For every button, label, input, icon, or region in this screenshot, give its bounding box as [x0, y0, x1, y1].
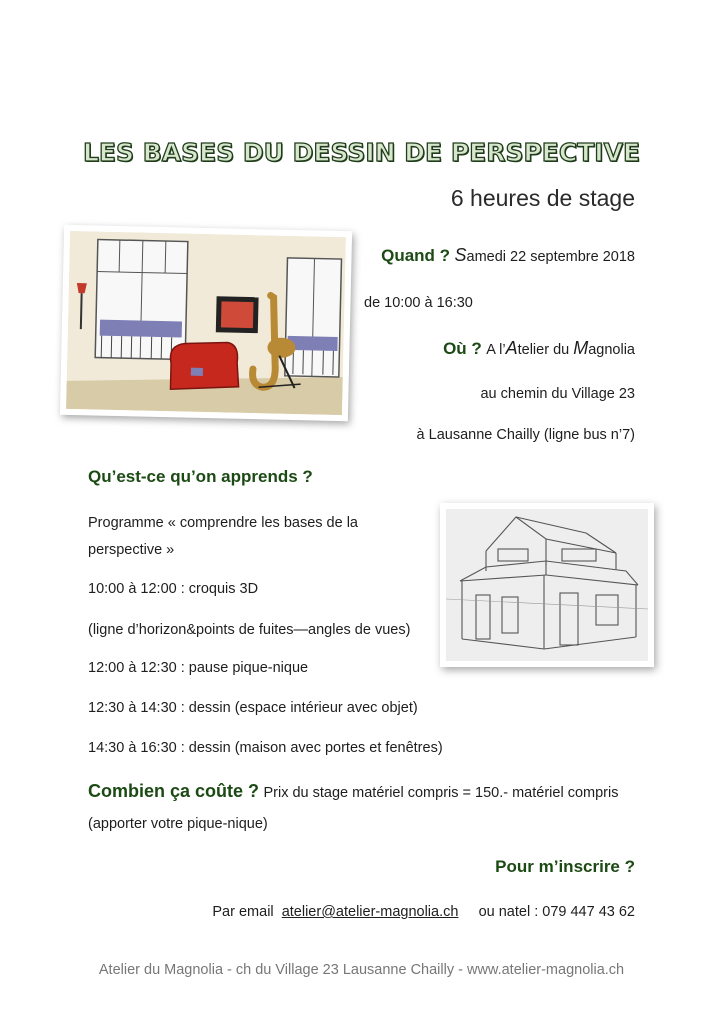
- when-label: Quand ?: [381, 246, 451, 265]
- house-sketch-image: [440, 503, 654, 667]
- where-line: [443, 338, 635, 359]
- signup-by-email: Par email: [212, 904, 274, 920]
- schedule-item-5: 14:30 à 16:30 : dessin (maison avec portes et fenêtres): [88, 740, 443, 756]
- program-line-1: Programme « comprendre les bases de la: [88, 515, 358, 531]
- where-city: à Lausanne Chailly (ligne bus n’7): [416, 427, 635, 443]
- where-cap-m: M: [573, 338, 589, 358]
- cost-text: Prix du stage matériel compris = 150.- matériel compris: [263, 785, 619, 801]
- page-subtitle: 6 heures de stage: [450, 185, 635, 211]
- interior-painting-image: [60, 225, 352, 421]
- footer: Atelier du Magnolia - ch du Village 23 Lausanne Chailly - www.atelier-magnolia.ch: [98, 962, 625, 978]
- where-street: au chemin du Village 23: [480, 386, 635, 402]
- schedule-item-3: 12:00 à 12:30 : pause pique-nique: [88, 660, 309, 676]
- house-sketch-svg: [446, 509, 648, 661]
- signup-heading: Pour m’inscrire ?: [495, 857, 635, 876]
- where-mid: telier du: [517, 342, 574, 358]
- schedule-item-2: (ligne d’horizon&points de fuites—angles de vues): [88, 622, 411, 638]
- cost-note: (apporter votre pique-nique): [88, 816, 268, 832]
- signup-phone: ou natel : 079 447 43 62: [478, 904, 635, 920]
- program-line-2: perspective »: [88, 542, 175, 558]
- signup-contact: [212, 904, 635, 920]
- where-pre: A l’: [486, 342, 506, 358]
- email-link[interactable]: atelier@atelier-magnolia.ch: [281, 904, 459, 920]
- interior-painting-svg: [66, 231, 346, 415]
- where-cap-a: A: [505, 338, 518, 358]
- where-post: agnolia: [588, 342, 635, 358]
- cost-line: [88, 781, 648, 802]
- cost-label: Combien ça coûte ?: [88, 781, 260, 801]
- when-line: [381, 245, 635, 266]
- page-title: LES BASES DU DESSIN DE PERSPECTIVE: [82, 138, 641, 167]
- when-date: amedi 22 septembre 2018: [466, 249, 635, 265]
- when-date-cap: S: [454, 245, 467, 265]
- when-time: de 10:00 à 16:30: [364, 295, 473, 311]
- schedule-item-4: 12:30 à 14:30 : dessin (espace intérieur avec objet): [88, 700, 418, 716]
- schedule-item-1: 10:00 à 12:00 : croquis 3D: [88, 581, 259, 597]
- where-label: Où ?: [443, 339, 482, 358]
- learn-heading: Qu’est-ce qu’on apprends ?: [88, 467, 313, 486]
